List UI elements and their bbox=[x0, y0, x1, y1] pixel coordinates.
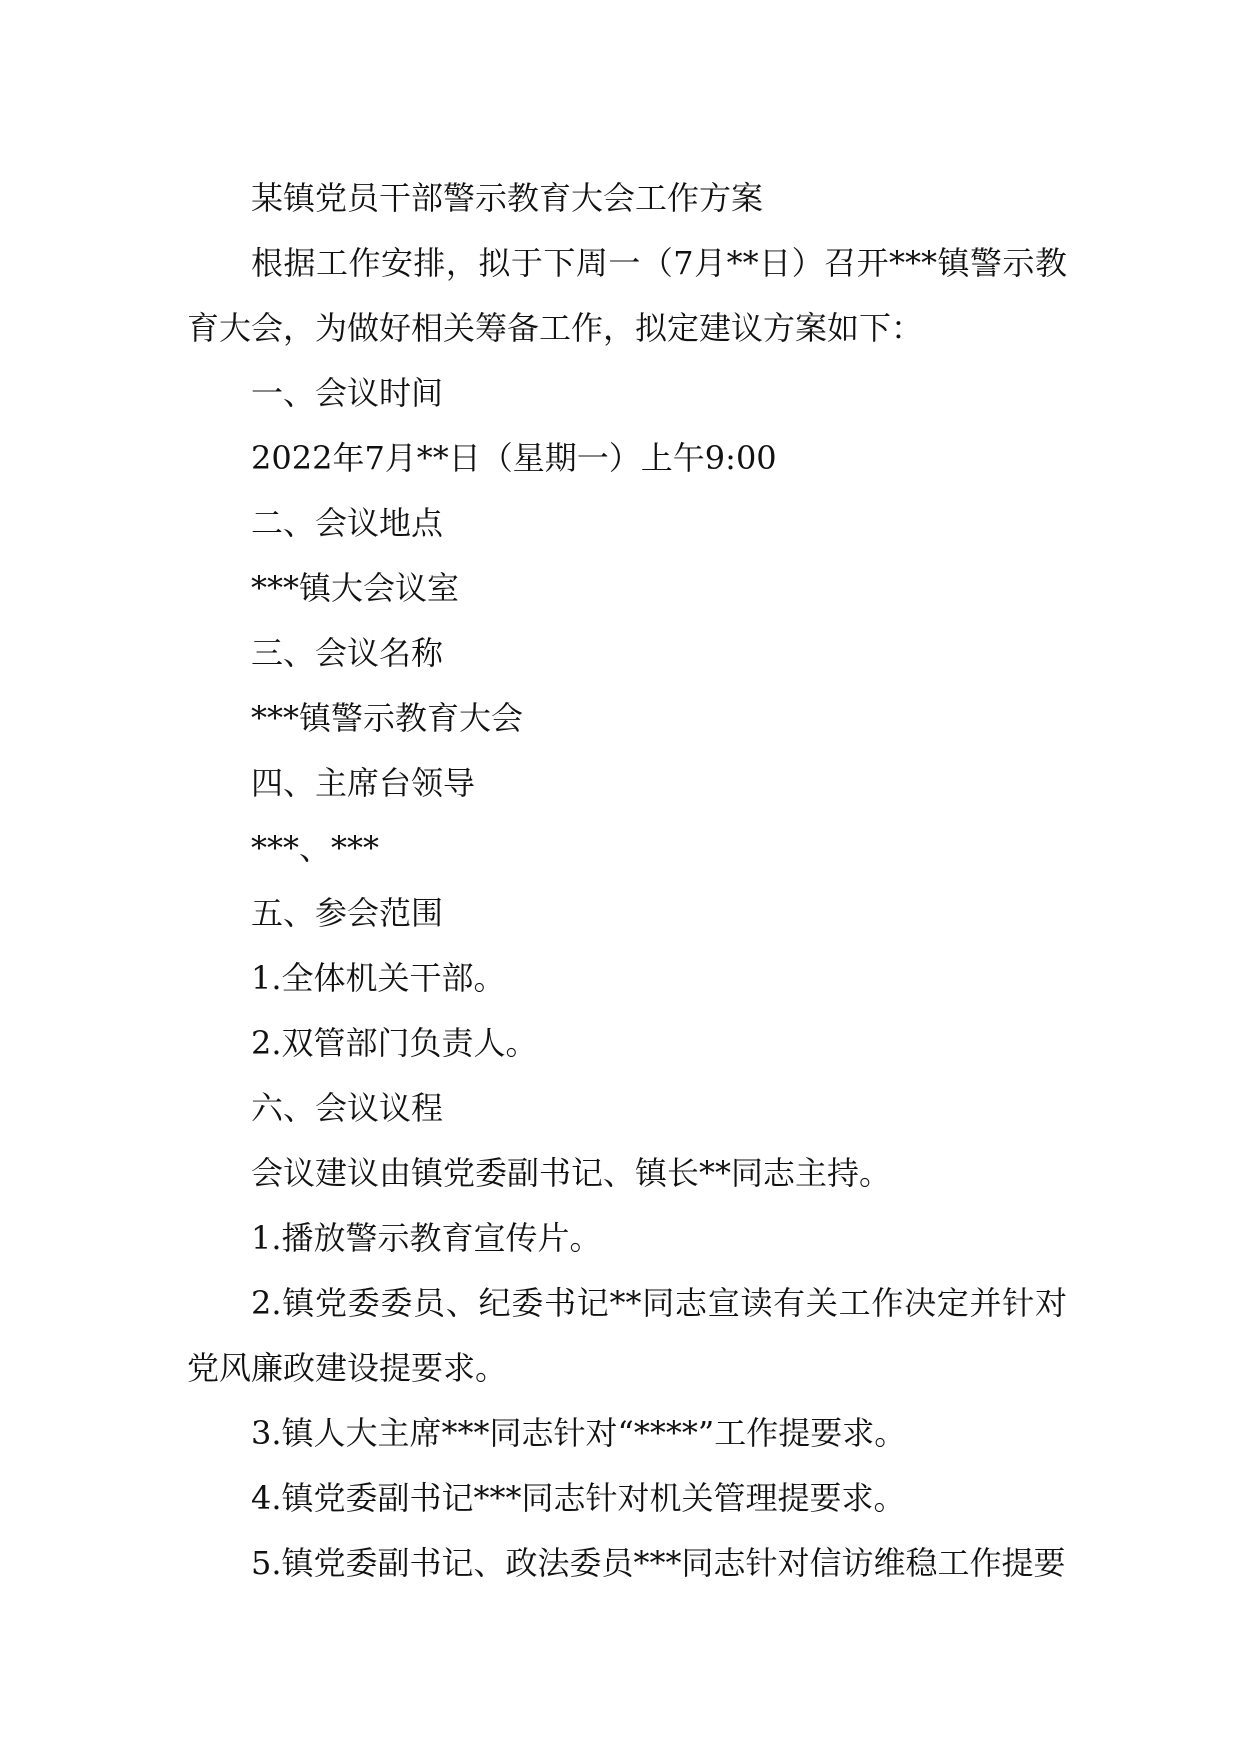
meeting-place: ***镇大会议室 bbox=[251, 569, 460, 607]
section-heading-place: 二、会议地点 bbox=[251, 504, 444, 542]
scope-item: 1.全体机关干部。 bbox=[251, 959, 506, 997]
agenda-item: 2.镇党委委员、纪委书记**同志宣读有关工作决定并针对党风廉政建设提要求。 bbox=[187, 1284, 1067, 1387]
section-heading-leaders: 四、主席台领导 bbox=[251, 764, 476, 802]
meeting-name: ***镇警示教育大会 bbox=[251, 699, 524, 737]
section-heading-time: 一、会议时间 bbox=[251, 374, 444, 412]
intro-paragraph: 根据工作安排，拟于下周一（7月**日）召开***镇警示教育大会，为做好相关筹备工作，拟定建议方案如下： bbox=[187, 244, 1067, 347]
document-title: 某镇党员干部警示教育大会工作方案 bbox=[251, 179, 764, 217]
agenda-item: 3.镇人大主席***同志针对“****”工作提要求。 bbox=[251, 1414, 907, 1452]
document-body bbox=[187, 166, 1067, 1596]
scope-item: 2.双管部门负责人。 bbox=[251, 1024, 538, 1062]
agenda-intro: 会议建议由镇党委副书记、镇长**同志主持。 bbox=[251, 1154, 892, 1192]
agenda-item: 1.播放警示教育宣传片。 bbox=[251, 1219, 602, 1257]
section-heading-scope: 五、参会范围 bbox=[251, 894, 444, 932]
presidium-leaders: ***、*** bbox=[251, 829, 380, 867]
meeting-time: 2022年7月**日（星期一）上午9:00 bbox=[251, 439, 777, 477]
section-heading-agenda: 六、会议议程 bbox=[251, 1089, 444, 1127]
agenda-item: 4.镇党委副书记***同志针对机关管理提要求。 bbox=[251, 1479, 906, 1517]
agenda-item: 5.镇党委副书记、政法委员***同志针对信访维稳工作提要 bbox=[251, 1544, 1066, 1582]
section-heading-name: 三、会议名称 bbox=[251, 634, 444, 672]
